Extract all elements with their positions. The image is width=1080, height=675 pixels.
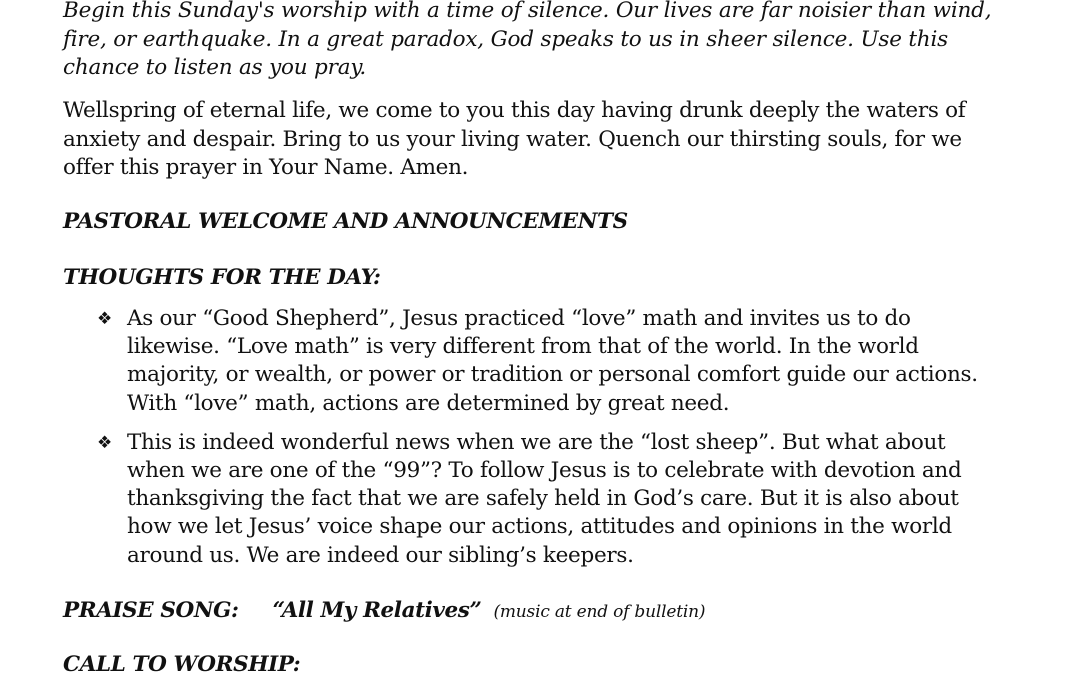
diamond-bullet-icon: ❖ bbox=[97, 309, 112, 329]
heading-pastoral-welcome: PASTORAL WELCOME AND ANNOUNCEMENTS bbox=[63, 209, 628, 234]
thoughts-list bbox=[97, 305, 1002, 581]
diamond-bullet-icon: ❖ bbox=[97, 432, 112, 453]
thought-text: This is indeed wonderful news when we are the “lost sheep”. But what about when we are one of the “99”? To follow Jesus is to celebrate with devotion and thanksgiving the fact that we are safely held in God’s care. But it is also about how we let Jesus’ voice shape our actions, attitudes and opinions in the world around us. We are indeed our sibling’s keepers. bbox=[127, 429, 962, 568]
thought-text: As our “Good Shepherd”, Jesus practiced “love” math and invites us to do likewise. “Love math” is very different from that of the world. In the world majority, or wealth, or power or tradition or personal comfort guide our actions. With “love” math, actions are determined by great need. bbox=[127, 306, 978, 416]
intro-instructions: Begin this Sunday's worship with a time of silence. Our lives are far noisier than wind, fire, or earthquake. In a great paradox, God speaks to us in sheer silence. Use this chance to listen as you pray. bbox=[63, 0, 992, 80]
praise-song-line bbox=[63, 597, 705, 626]
opening-prayer: Wellspring of eternal life, we come to you this day having drunk deeply the waters of anxiety and despair. Bring to us your living water. Quench our thirsting souls, for we offer this prayer in Your Name. Amen. bbox=[63, 98, 966, 180]
heading-call-to-worship: CALL TO WORSHIP: bbox=[63, 652, 301, 675]
list-item bbox=[97, 305, 1002, 418]
praise-song-title: “All My Relatives” bbox=[272, 598, 482, 623]
heading-praise-song: PRAISE SONG: bbox=[63, 598, 239, 623]
list-item bbox=[97, 429, 1002, 570]
heading-thoughts-for-the-day: THOUGHTS FOR THE DAY: bbox=[63, 265, 381, 290]
praise-song-note: (music at end of bulletin) bbox=[493, 602, 706, 622]
bulletin-page bbox=[63, 0, 1008, 675]
